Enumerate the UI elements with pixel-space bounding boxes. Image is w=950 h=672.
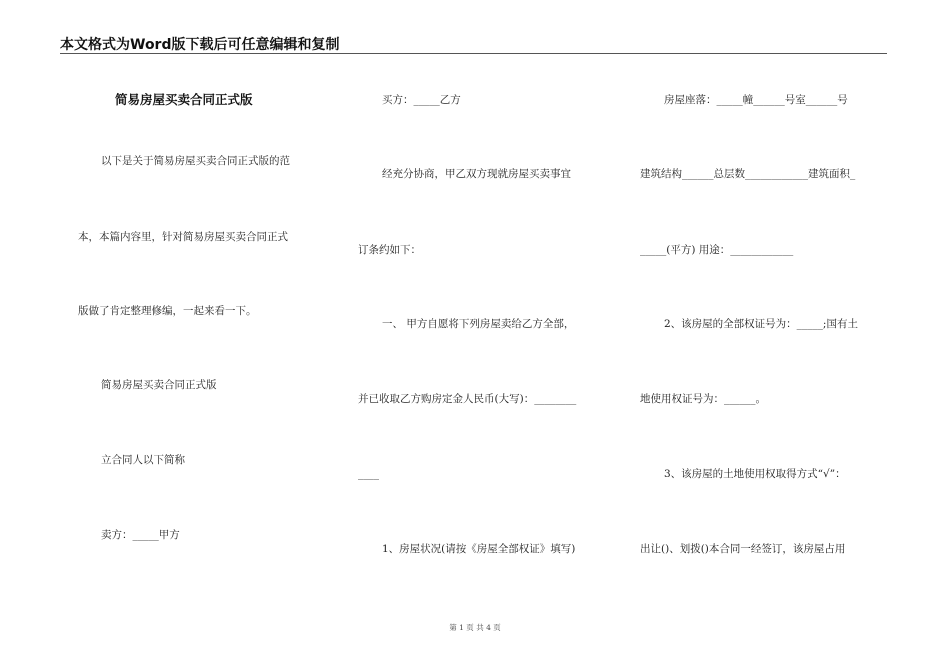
paragraph-line: 建筑结构______总层数____________建筑面积_	[640, 168, 856, 180]
paragraph-line: 版做了肯定整理修编，一起来看一下。	[78, 305, 257, 317]
paragraph-line: 本，本篇内容里，针对简易房屋买卖合同正式	[78, 231, 288, 243]
paragraph-line: 并已收取乙方购房定金人民币(大写)：________	[358, 393, 577, 405]
paragraph-line: _____(平方) 用途：____________	[640, 244, 794, 256]
clause-line: 3、该房屋的土地使用权取得方式“√”：	[664, 468, 846, 480]
paragraph-line: 立合同人以下简称	[101, 454, 185, 466]
clause-line: 2、该房屋的全部权证号为：_____;国有土	[664, 318, 858, 330]
paragraph-line: 订条约如下：	[358, 244, 421, 256]
paragraph-line: 出让()、划拨()本合同一经签订，该房屋占用	[640, 543, 846, 555]
page-number: 第 1 页 共 4 页	[449, 623, 501, 632]
header-divider	[60, 53, 887, 54]
paragraph-line: 经充分协商，甲乙双方现就房屋买卖事宜	[382, 168, 571, 180]
clause-line: 1、房屋状况(请按《房屋全部权证》填写)	[382, 543, 576, 555]
buyer-line: 买方：_____乙方	[382, 94, 461, 106]
document-banner: 本文格式为Word版下载后可任意编辑和复制	[60, 37, 340, 53]
paragraph-line: 以下是关于简易房屋买卖合同正式版的范	[101, 155, 290, 167]
section-heading: 简易房屋买卖合同正式版	[101, 379, 217, 391]
property-location-line: 房屋座落：_____幢______号室______号	[664, 94, 848, 106]
seller-line: 卖方：_____甲方	[101, 529, 180, 541]
document-title: 简易房屋买卖合同正式版	[115, 92, 253, 107]
clause-line: 一、 甲方自愿将下列房屋卖给乙方全部，	[382, 318, 575, 330]
paragraph-line: 地使用权证号为：______。	[640, 393, 766, 405]
paragraph-line: ____	[358, 468, 379, 480]
